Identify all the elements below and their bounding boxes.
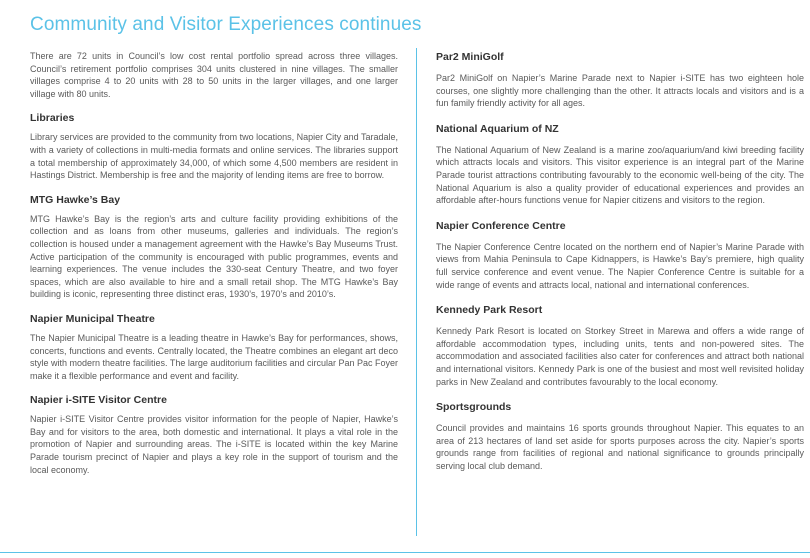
section-napier-isite (30, 393, 398, 476)
footer-rule (0, 552, 810, 553)
section-heading: Sportsgrounds (436, 401, 512, 414)
section-napier-municipal-theatre (30, 312, 398, 382)
column-divider (416, 48, 417, 536)
section-body: Kennedy Park Resort is located on Storkey Street in Marewa and offers a wide range of affordable accommodation types, including units, tents and non-powered sites. The accommodation and associated facilities also cater for conferences and attract both national and international visitors. Kennedy Park is one of the busiest and most well revisited holiday parks in New Zealand and contributes favourably to the local economy. (436, 326, 804, 387)
section-body: The Napier Conference Centre located on the northern end of Napier’s Marine Parade with views from Mahia Peninsula to Cape Kidnappers, is Hawke’s Bay’s premiere, high quality full service conference and event venue. The Napier Conference Centre is suitable for a wide range of events and attracts local, national and international conferences. (436, 241, 804, 290)
section-heading: National Aquarium of NZ (436, 122, 559, 135)
left-column (30, 50, 398, 487)
section-body: The Napier Municipal Theatre is a leading theatre in Hawke’s Bay for performances, shows, concerts, functions and events. Centrally located, the Theatre combines an elegant art deco style with modern theatre facilities. The large auditorium facilities and circular Pan Pac Foyer make it a flexible performance and event and facility. (30, 332, 398, 381)
section-kennedy-park-resort (436, 303, 804, 388)
section-national-aquarium (436, 122, 804, 207)
section-heading: Kennedy Park Resort (436, 304, 543, 317)
section-napier-conference-centre (436, 219, 804, 291)
section-heading: Napier Conference Centre (436, 219, 566, 232)
section-libraries (30, 111, 398, 181)
section-heading: MTG Hawke’s Bay (30, 193, 121, 206)
intro-paragraph: There are 72 units in Council’s low cost rental portfolio spread across three villages. Council’s retirement portfolio comprises 304 units clustered in nine villages. The smaller villages comprise 4 to 20 units with 28 to 50 units in the larger villages, and one larger village with 80 units. (30, 51, 398, 99)
section-body: Council provides and maintains 16 sports grounds throughout Napier. This equates to an area of 213 hectares of land set aside for sports purposes across the city. Napier’s sports grounds range from facilities of regional and national significance to grounds principally serving local club demand. (436, 423, 804, 471)
section-body: The National Aquarium of New Zealand is a marine zoo/aquarium/and kiwi breeding facility which attracts locals and visitors. This visitor experience is an integral part of the Marine Parade tourist attractions contributing favourably to the economic well-being of the city. The National Aquarium is also a quality provider of educational experiences and provides an affordable after-hours functions venue for Napier citizens and visitors to the region. (436, 144, 804, 206)
section-body: Napier i-SITE Visitor Centre provides visitor information for the people of Napier, Hawke’s Bay and for visitors to the area, both domestic and international. It plays a vital role in the promotion of Napier and surrounding areas. The i-SITE is located within the key Marine Parade tourism precinct of Napier and plays a key role in the support of tourism and the local economy. (30, 414, 398, 475)
section-par2-minigolf (436, 50, 804, 110)
section-mtg-hawkes-bay (30, 193, 398, 301)
section-heading: Napier Municipal Theatre (30, 312, 155, 325)
section-sportsgrounds (436, 400, 804, 472)
section-body: Library services are provided to the community from two locations, Napier City and Taradale, with a variety of collections in multi-media formats and online services. The libraries support a total membership of approximately 34,000, of which some 4,500 members are resident in Hastings District. Membership is free and the majority of lending items are free to borrow. (30, 132, 398, 181)
section-body: Par2 MiniGolf on Napier’s Marine Parade next to Napier i-SITE has two eighteen hole courses, one slightly more challenging than the other. It attracts locals and visitors and is a fun family friendly activity for all ages. (436, 73, 804, 109)
section-heading: Napier i-SITE Visitor Centre (30, 394, 167, 407)
section-body: MTG Hawke’s Bay is the region’s arts and culture facility providing exhibitions of the collection and as loans from other museums, galleries and individuals. The region’s collection is housed under a management agreement with the Hawke’s Bay Museums Trust. Active participation of the community is encouraged with public programmes, events and learning experiences. The venue includes the 330-seat Century Theatre, and two foyer spaces, which are also available to hire and a small retail shop. The MTG Hawke’s Bay building is iconic, representing three distinct eras, 1930’s, 1970’s and 2010’s. (30, 213, 398, 300)
section-heading: Libraries (30, 112, 75, 125)
right-column (436, 50, 804, 484)
section-heading: Par2 MiniGolf (436, 51, 504, 63)
page-title: Community and Visitor Experiences continues (30, 14, 422, 35)
